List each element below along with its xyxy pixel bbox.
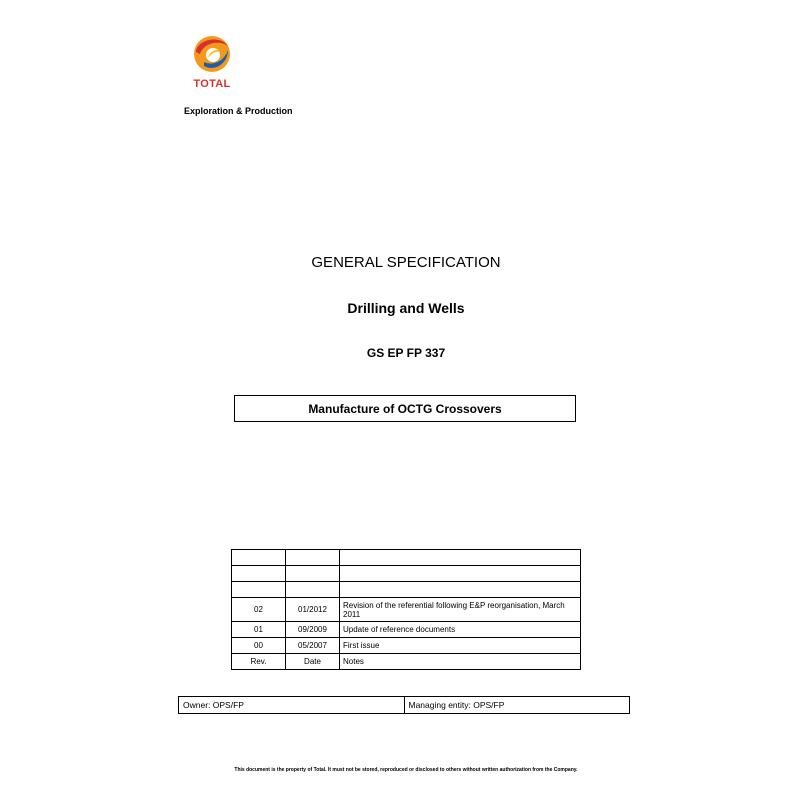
table-row [232, 550, 581, 566]
notes-cell: Revision of the referential following E&P reorganisation, March 2011 [340, 598, 581, 622]
notes-cell: Update of reference documents [340, 622, 581, 638]
document-title-box [234, 395, 576, 422]
table-row [232, 566, 581, 582]
table-header-row [232, 654, 581, 670]
table-row [232, 638, 581, 654]
property-notice: This document is the property of Total. It must not be stored, reproduced or disclosed to others without written authorization from the Company. [234, 767, 578, 773]
total-logo [186, 32, 238, 96]
spec-subtitle: Drilling and Wells [347, 300, 465, 316]
ownership-table [178, 696, 630, 714]
rev-cell: 02 [232, 598, 286, 622]
rev-header: Rev. [232, 654, 286, 670]
table-row [232, 622, 581, 638]
brand-name: TOTAL [193, 78, 231, 90]
notes-cell: First issue [340, 638, 581, 654]
date-cell: 05/2007 [286, 638, 340, 654]
division-label: Exploration & Production [184, 106, 293, 116]
spec-code: GS EP FP 337 [366, 346, 446, 360]
spec-title: GENERAL SPECIFICATION [311, 254, 501, 271]
total-logo-icon [190, 32, 234, 76]
rev-cell: 00 [232, 638, 286, 654]
date-header: Date [286, 654, 340, 670]
table-row [232, 582, 581, 598]
table-row [232, 598, 581, 622]
managing-entity-cell: Managing entity: OPS/FP [404, 697, 630, 714]
owner-cell: Owner: OPS/FP [179, 697, 405, 714]
date-cell: 09/2009 [286, 622, 340, 638]
revision-table [231, 549, 581, 670]
notes-header: Notes [340, 654, 581, 670]
document-title: Manufacture of OCTG Crossovers [308, 401, 502, 416]
date-cell: 01/2012 [286, 598, 340, 622]
rev-cell: 01 [232, 622, 286, 638]
